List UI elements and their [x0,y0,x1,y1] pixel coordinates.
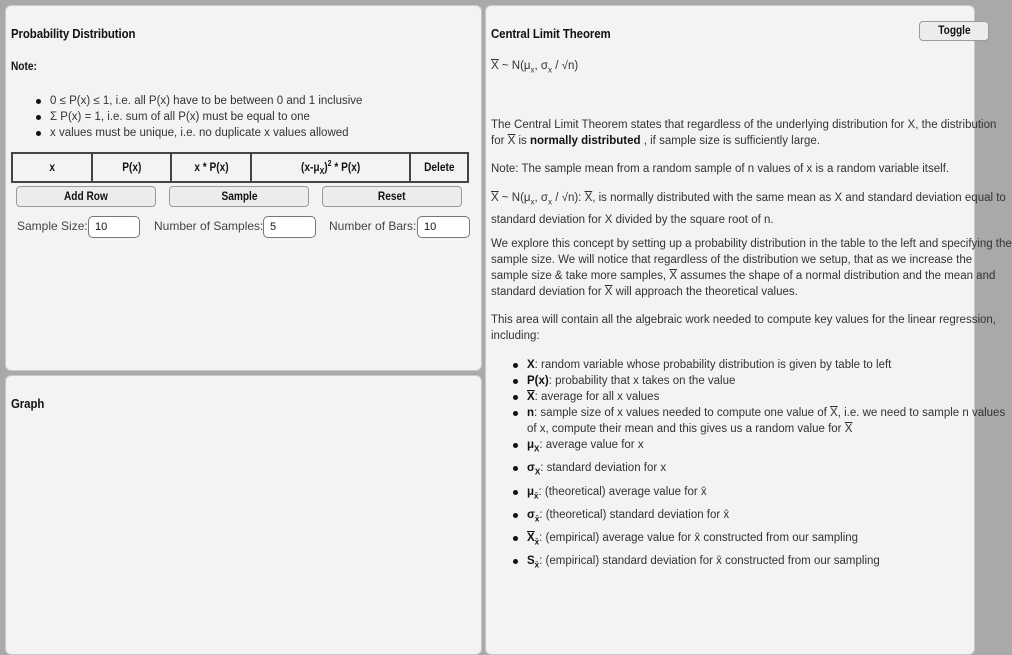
toggle-button[interactable]: Toggle [919,21,989,41]
num-samples-input[interactable] [263,216,316,238]
clt-paragraph-3: $\overline{X}$ ~ $N(\mu_x$, $\sigma_x / √n$): $\overline{X}$, is normally distributed with the same mean as X and standard deviation equal to standard deviation for X divided by the square root of n. [491,192,1006,227]
clt-paragraph-2: Note: The sample mean from a random sample of n values of x is a random variable itself. [491,163,950,175]
sample-size-label: Sample Size: [17,219,88,233]
definition-item: $\overline{X}$: average for all x values [511,389,1005,405]
distribution-table [11,152,469,183]
sample-button[interactable]: Sample [169,186,309,207]
num-bars-input[interactable] [417,216,470,238]
note-item: x values must be unique, i.e. no duplicate x values allowed [34,125,362,141]
clt-title: Central Limit Theorem [491,26,611,41]
definition-item: $\overline{X}_{x̄}$: (empirical) average value for x̄ constructed from our sampling [511,530,1005,550]
header-px: P(x) [92,153,172,182]
definition-item: $S_{x̄}$: (empirical) standard deviation for x̄ constructed from our sampling [511,553,1005,573]
num-samples-label: Number of Samples: [154,219,264,233]
definition-item: X: random variable whose probability distribution is given by table to left [511,357,1005,373]
header-variance-term: $(x-\mu_X)^2 * P(x)$ [251,153,410,182]
graph-title: Graph [11,396,45,411]
reset-button[interactable]: Reset [322,186,462,207]
table-header-row [12,153,468,182]
notes-list [34,93,362,141]
central-limit-theorem-panel [485,5,1012,655]
clt-paragraph-1: The Central Limit Theorem states that regardless of the underlying distribution for X, the distribution for $\overline{X}$ is normally distributed , if sample size is sufficiently large. [491,119,997,147]
graph-panel [5,375,482,655]
sample-size-input[interactable] [88,216,140,238]
definitions-list [511,357,1005,577]
definition-item: $\sigma_{x̄}$: (theoretical) standard deviation for x̄ [511,507,1005,527]
definition-item: $\mu_{x̄}$: (theoretical) average value for x̄ [511,484,1005,504]
definition-item: P(x): probability that x takes on the value [511,373,1005,389]
header-x: x [12,153,92,182]
add-row-button[interactable]: Add Row [16,186,156,207]
clt-formula: $\overline{X}$ ~ $N(\mu_x$, $\sigma_x / √n$) [491,60,579,75]
header-xpx: x * P(x) [171,153,251,182]
panel-title: Probability Distribution [11,26,136,41]
clt-paragraph-5: This area will contain all the algebraic work needed to compute key values for the linear regression, including: [491,314,996,342]
clt-paragraph-4: We explore this concept by setting up a probability distribution in the table to the left and specifying the sample size. We will notice that regardless of the distribution we setup, that as we increase the sample size & take more samples, $\overline{X}$ assumes the shape of a normal distribution and the mean and standard deviation for $\overline{X}$ will approach the theoretical values. [491,238,1012,298]
num-bars-label: Number of Bars: [329,219,417,233]
definition-item: $\mu_X$: average value for x [511,437,1005,457]
probability-distribution-panel [5,5,482,371]
header-delete: Delete [410,153,468,182]
note-label: Note: [11,61,37,73]
definition-item: n: sample size of x values needed to compute one value of $\overline{X}$, i.e. we need to sample n values of x, compute their mean and this gives us a random value for $\overline{X}$ [511,405,1005,437]
note-item: 0 ≤ P(x) ≤ 1, i.e. all P(x) have to be between 0 and 1 inclusive [34,93,362,109]
note-item: Σ P(x) = 1, i.e. sum of all P(x) must be equal to one [34,109,362,125]
definition-item: $\sigma_X$: standard deviation for x [511,460,1005,480]
